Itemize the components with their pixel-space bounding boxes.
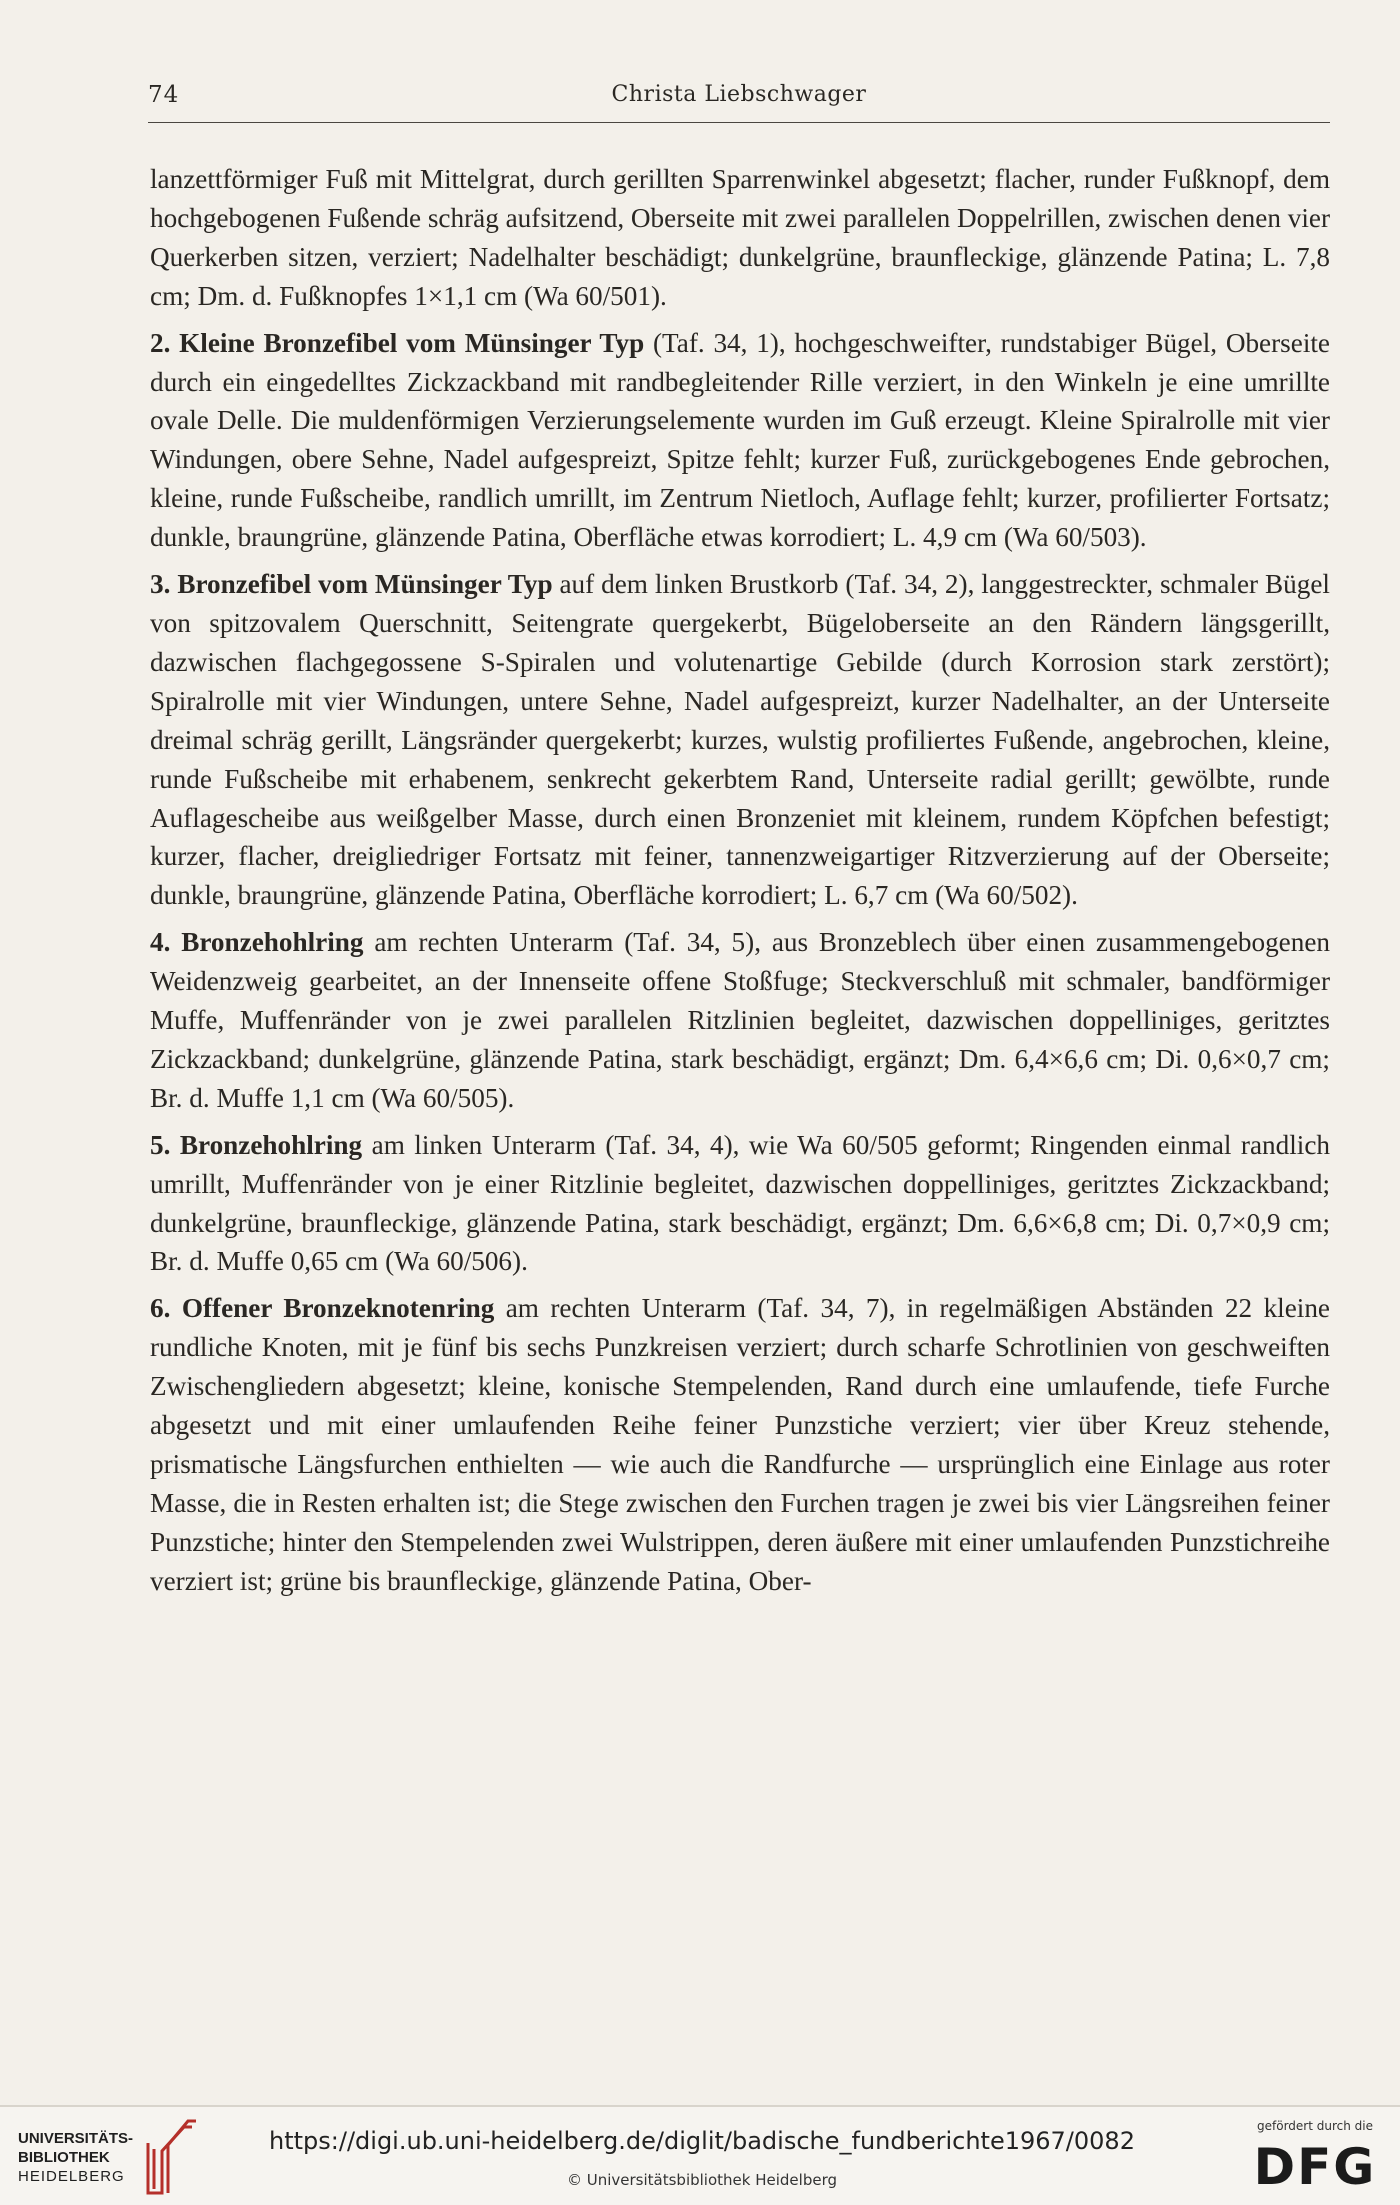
body-text (150, 160, 1330, 1601)
entry-3-text: auf dem linken Brustkorb (Taf. 34, 2), langgestreckter, schmaler Bügel von spitzovalem Querschnitt, Seitengrate quergekerbt, Bügeloberseite an den Rändern längsgerillt, dazwischen flachgegossene S-Spiralen und volutenartige Gebilde (durch Korrosion stark zerstört); Spiralrolle mit vier Windungen, untere Sehne, Nadel aufgespreizt, kurzer Nadelhalter, an der Unterseite dreimal schräg gerillt, Längsränder quergekerbt; kurzes, wulstig profiliertes Fußende, angebrochen, kleine, runde Fußscheibe mit erhabenem, senkrecht gekerbtem Rand, Unterseite radial gerillt; gewölbte, runde Auflagescheibe aus weißgelber Masse, durch einen Bronzeniet mit kleinem, rundem Köpfchen befestigt; kurzer, flacher, dreigliedriger Fortsatz mit feiner, tannenzweigartiger Ritzverzierung auf der Oberseite; dunkle, braungrüne, glänzende Patina, Oberfläche korrodiert; L. 6,7 cm (Wa 60/502). (150, 569, 1330, 911)
copyright-notice: © Universitätsbibliothek Heidelberg (566, 2171, 837, 2189)
entry-5-heading: 5. Bronzehohlring (150, 1129, 363, 1160)
footer-bar (0, 2105, 1400, 2205)
dfg-logo[interactable]: DFG (1253, 2138, 1377, 2196)
footer-divider (0, 2105, 1400, 2107)
library-emblem-icon (140, 2113, 200, 2197)
entry-6-heading: 6. Offener Bronzeknotenring (150, 1293, 495, 1324)
running-head: Christa Liebschwager (611, 82, 867, 107)
library-name-line1: UNIVERSITÄTS- (18, 2130, 134, 2147)
entry-6-text: am rechten Unterarm (Taf. 34, 7), in regelmäßigen Abständen 22 kleine rundliche Knoten, mit je fünf bis sechs Punzkreisen verziert; durch scharfe Schrotlinien von geschweiften Zwischengliedern abgesetzt; kleine, konische Stempelenden, Rand durch eine umlaufende, tiefe Furche abgesetzt und mit einer umlaufenden Reihe feiner Punzstiche verziert; vier über Kreuz stehende, prismatische Längsfurchen enthielten — wie auch die Randfurche — ursprünglich eine Einlage aus roter Masse, die in Resten erhalten ist; die Stege zwischen den Furchen tragen je zwei bis vier Längsreihen feiner Punzstiche; hinter den Stempelenden zwei Wulstrippen, deren äußere mit einer umlaufenden Punzstichreihe verziert ist; grüne bis braunfleckige, glänzende Patina, Ober- (150, 1293, 1330, 1596)
library-name-line2: BIBLIOTHEK (18, 2149, 110, 2166)
entry-4-text: am rechten Unterarm (Taf. 34, 5), aus Bronzeblech über einen zusammengebogenen Weidenzweig gearbeitet, an der Innenseite offene Stoßfuge; Steckverschluß mit schmaler, bandförmiger Muffe, Muffenränder von je zwei parallelen Ritzlinien begleitet, dazwischen doppelliniges, geritztes Zickzackband; dunkelgrüne, glänzende Patina, stark beschädigt, ergänzt; Dm. 6,4×6,6 cm; Di. 0,6×0,7 cm; Br. d. Muffe 1,1 cm (Wa 60/505). (150, 927, 1331, 1113)
entry-4 (150, 923, 1330, 1118)
funding-label: gefördert durch die (1257, 2119, 1373, 2133)
source-url-link[interactable]: https://digi.ub.uni-heidelberg.de/diglit/badische_fundberichte1967/0082 (269, 2127, 1135, 2155)
page-number: 74 (148, 82, 180, 108)
entry-3 (150, 565, 1330, 915)
entry-2 (150, 324, 1330, 557)
entry-5-text: am linken Unterarm (Taf. 34, 4), wie Wa 60/505 geformt; Ringenden einmal randlich umrillt, Muffenränder von je einer Ritzlinie begleitet, dazwischen doppelliniges, geritztes Zickzackband; dunkelgrüne, braunfleckige, glänzende Patina, stark beschädigt, ergänzt; Dm. 6,6×6,8 cm; Di. 0,7×0,9 cm; Br. d. Muffe 0,65 cm (Wa 60/506). (150, 1129, 1331, 1277)
library-logo[interactable] (18, 2129, 133, 2186)
entry-5 (150, 1126, 1330, 1282)
entry-6 (150, 1289, 1330, 1600)
entry-3-heading: 3. Bronzefibel vom Münsinger Typ (150, 569, 553, 600)
page-header (148, 82, 1330, 123)
paragraph-1 (150, 160, 1330, 316)
paragraph-1-text: lanzettförmiger Fuß mit Mittelgrat, durch gerillten Sparrenwinkel abgesetzt; flacher, runder Fußknopf, dem hochgebogenen Fußende schräg aufsitzend, Oberseite mit zwei parallelen Doppelrillen, zwischen denen vier Querkerben sitzen, verziert; Nadelhalter beschädigt; dunkelgrüne, braunfleckige, glänzende Patina; L. 7,8 cm; Dm. d. Fußknopfes 1×1,1 cm (Wa 60/501). (150, 164, 1330, 311)
entry-2-text: (Taf. 34, 1), hochgeschweifter, rundstabiger Bügel, Oberseite durch ein eingedelltes Zickzackband mit randbegleitender Rille verziert, in den Winkeln je eine umrillte ovale Delle. Die muldenförmigen Verzierungselemente wurden im Guß erzeugt. Kleine Spiralrolle mit vier Windungen, obere Sehne, Nadel aufgespreizt, Spitze fehlt; kurzer Fuß, zurückgebogenes Ende gebrochen, kleine, runde Fußscheibe, randlich umrillt, im Zentrum Nietloch, Auflage fehlt; kurzer, profilierter Fortsatz; dunkle, braungrüne, glänzende Patina, Oberfläche etwas korrodiert; L. 4,9 cm (Wa 60/503). (150, 327, 1330, 553)
entry-4-heading: 4. Bronzehohlring (150, 927, 364, 958)
entry-2-heading: 2. Kleine Bronzefibel vom Münsinger Typ (150, 327, 645, 358)
library-name-line3: HEIDELBERG (18, 2168, 125, 2185)
